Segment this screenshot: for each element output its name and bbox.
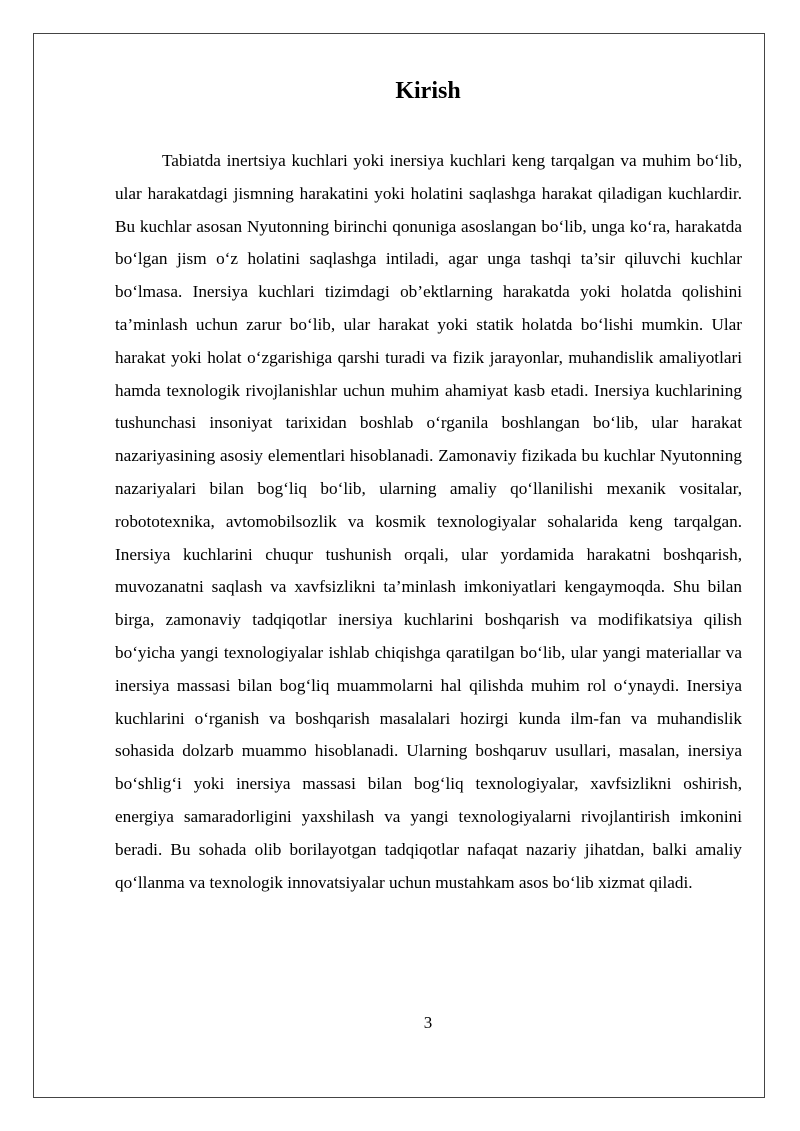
body-paragraph: Tabiatda inertsiya kuchlari yoki inersiya kuchlari keng tarqalgan va muhim bo‘lib, ular harakatdagi jismning harakatini yoki holatini saqlashga harakat qiladigan kuchlardir. Bu kuchlar asosan Nyutonning birinchi qonuniga asoslangan bo‘lib, unga ko‘ra, harakatda bo‘lgan jism o‘z holatini saqlashga intiladi, agar unga tashqi ta’sir qiluvchi kuchlar bo‘lmasa. Inersiya kuchlari tizimdagi ob’ektlarning harakatda yoki holatda qolishini ta’minlash uchun zarur bo‘lib, ular harakat yoki statik holatda bo‘lishi mumkin. Ular harakat yoki holat o‘zgarishiga qarshi turadi va fizik jarayonlar, muhandislik amaliyotlari hamda texnologik rivojlanishlar uchun muhim ahamiyat kasb etadi. Inersiya kuchlarining tushunchasi insoniyat tarixidan boshlab o‘rganila boshlangan bo‘lib, ular harakat nazariyasining asosiy elementlari hisoblanadi. Zamonaviy fizikada bu kuchlar Nyutonning nazariyalari bilan bog‘liq bo‘lib, ularning amaliy qo‘llanilishi mexanik vositalar, robototexnika, avtomobilsozlik va kosmik texnologiyalar sohalarida keng tarqalgan. Inersiya kuchlarini chuqur tushunish orqali, ular yordamida harakatni boshqarish, muvozanatni saqlash va xavfsizlikni ta’minlash imkoniyatlari kengaymoqda. Shu bilan birga, zamonaviy tadqiqotlar inersiya kuchlarini boshqarish va modifikatsiya qilish bo‘yicha yangi texnologiyalar ishlab chiqishga qaratilgan bo‘lib, ular yangi materiallar va inersiya massasi bilan bog‘liq muammolarni hal qilishda muhim rol o‘ynaydi. Inersiya kuchlarini o‘rganish va boshqarish masalalari hozirgi kunda ilm-fan va muhandislik sohasida dolzarb muammo hisoblanadi. Ularning boshqaruv usullari, masalan, inersiya bo‘shlig‘i yoki inersiya massasi bilan bog‘liq texnologiyalar, xavfsizlikni oshirish, energiya samaradorligini yaxshilash va yangi texnologiyalarni rivojlantirish imkonini beradi. Bu sohada olib borilayotgan tadqiqotlar nafaqat nazariy jihatdan, balki amaliy qo‘llanma va texnologik innovatsiyalar uchun mustahkam asos bo‘lib xizmat qiladi. [115, 151, 742, 892]
page-title: Kirish [395, 78, 461, 104]
page-number: 3 [423, 1013, 433, 1032]
